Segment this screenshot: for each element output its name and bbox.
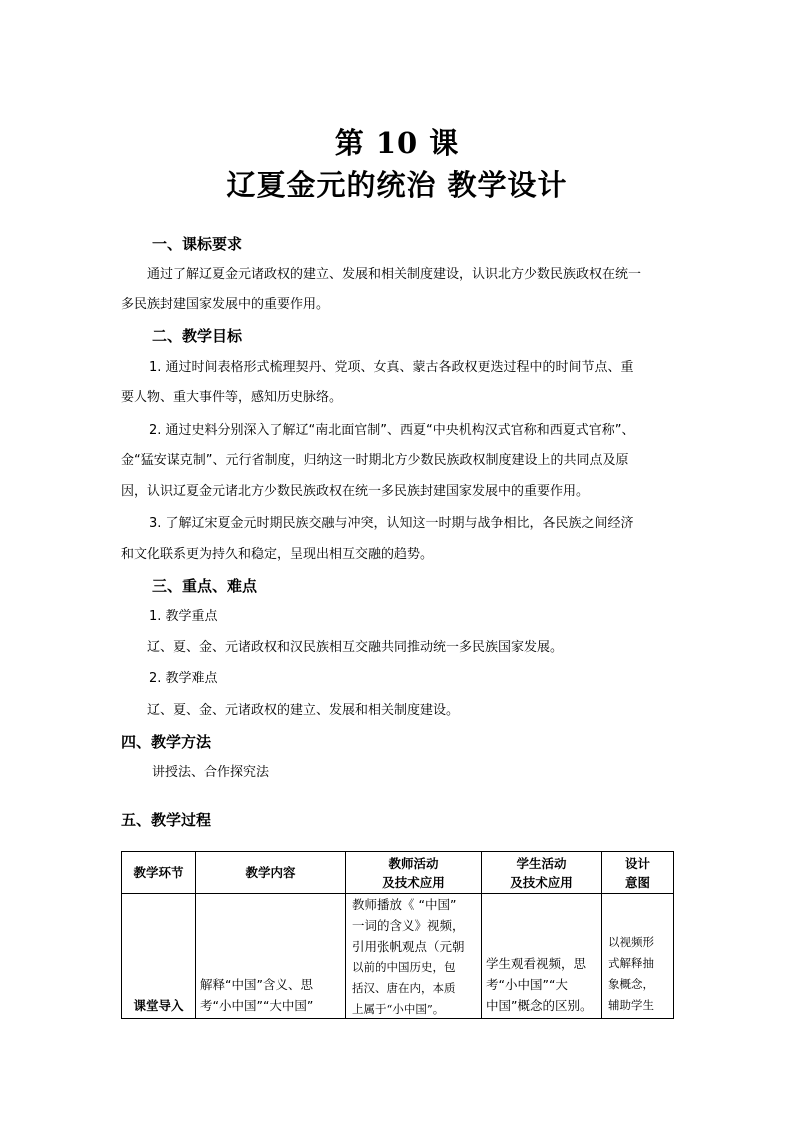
paragraph-line: 2. 教学难点 — [149, 671, 218, 686]
cell-stage — [122, 894, 196, 1019]
paragraph-line: 辽、夏、金、元诸政权的建立、发展和相关制度建设。 — [147, 703, 460, 718]
paragraph-line: 辽、夏、金、元诸政权和汉民族相互交融共同推动统一多民族国家发展。 — [147, 640, 564, 655]
table-header-row — [122, 852, 674, 894]
teaching-process-table — [121, 851, 674, 1019]
section-heading-curriculum: 一、课标要求 — [152, 235, 243, 253]
section-heading-methods: 四、教学方法 — [121, 733, 212, 751]
section-heading-process: 五、教学过程 — [121, 811, 212, 829]
paragraph-line: 因，认识辽夏金元诸北方少数民族政权在统一多民族封建国家发展中的重要作用。 — [121, 484, 590, 499]
header-teacher-activity: 教师活动 及技术应用 — [346, 852, 482, 894]
paragraph-line: 要人物、重大事件等，感知历史脉络。 — [121, 390, 343, 405]
teacher-activity-text: 教师播放《 “中国” 一词的含义》视频， 引用张帆观点（元朝 以前的中国历史，包 括汉、唐在内，本质 上属于“小中国”。 — [352, 897, 465, 1016]
section-heading-key-points: 三、重点、难点 — [152, 577, 258, 595]
section-heading-objectives: 二、教学目标 — [152, 327, 243, 345]
paragraph-line: 1. 通过时间表格形式梳理契丹、党项、女真、蒙古各政权更迭过程中的时间节点、重 — [149, 360, 634, 375]
cell-teacher-activity — [346, 894, 482, 1019]
paragraph-line: 多民族封建国家发展中的重要作用。 — [121, 297, 330, 312]
lesson-main-title: 辽夏金元的统治 教学设计 — [226, 168, 568, 202]
paragraph-line: 2. 通过史料分别深入了解辽“南北面官制”、西夏“中央机构汉式官称和西夏式官称”、 — [149, 423, 635, 438]
header-stage: 教学环节 — [122, 852, 196, 894]
cell-design-intent — [602, 894, 674, 1019]
cell-content — [196, 894, 346, 1019]
content-text: 解释“中国”含义、思 考“小中国”“大中国” — [200, 977, 314, 1013]
header-design-intent: 设计 意图 — [602, 852, 674, 894]
paragraph-line: 通过了解辽夏金元诸政权的建立、发展和相关制度建设，认识北方少数民族政权在统一 — [147, 267, 642, 282]
stage-label: 课堂导入 — [133, 998, 184, 1013]
student-activity-text: 学生观看视频，思 考“小中国”“大 中国”概念的区别。 — [486, 956, 593, 1013]
paragraph-line: 金“猛安谋克制”、元行省制度，归纳这一时期北方少数民族政权制度建设上的共同点及原 — [121, 453, 629, 468]
header-student-activity: 学生活动 及技术应用 — [482, 852, 602, 894]
design-intent-text: 以视频形 式解释抽 象概念， 辅助学生 — [608, 935, 654, 1012]
cell-student-activity — [482, 894, 602, 1019]
paragraph-line: 3. 了解辽宋夏金元时期民族交融与冲突，认知这一时期与战争相比，各民族之间经济 — [149, 516, 634, 531]
table-row — [122, 894, 674, 1019]
header-content: 教学内容 — [196, 852, 346, 894]
lesson-number-title: 第 10 课 — [334, 126, 460, 160]
paragraph-line: 1. 教学重点 — [149, 609, 218, 624]
paragraph-line: 和文化联系更为持久和稳定，呈现出相互交融的趋势。 — [121, 547, 434, 562]
paragraph-line: 讲授法、合作探究法 — [152, 765, 270, 780]
